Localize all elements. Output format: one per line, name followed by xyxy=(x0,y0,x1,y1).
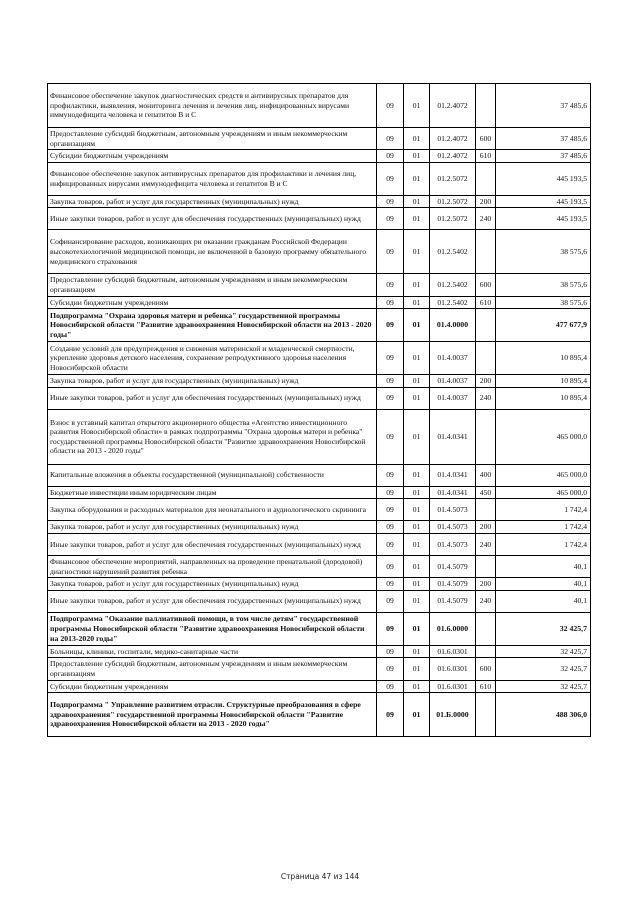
budget-table xyxy=(47,83,591,737)
row-expense-type xyxy=(476,612,496,645)
row-subsection: 01 xyxy=(404,578,430,591)
row-subsection: 01 xyxy=(404,296,430,309)
row-expense-type: 200 xyxy=(476,195,496,208)
row-chapter: 09 xyxy=(377,499,404,521)
row-expense-type: 200 xyxy=(476,578,496,591)
row-amount: 38 575,6 xyxy=(496,230,591,274)
row-amount: 488 306,0 xyxy=(496,693,591,737)
row-subsection: 01 xyxy=(404,195,430,208)
row-subsection: 01 xyxy=(404,208,430,230)
row-amount: 10 895,4 xyxy=(496,375,591,388)
row-expense-type: 200 xyxy=(476,375,496,388)
table-row xyxy=(48,162,591,195)
row-chapter: 09 xyxy=(377,296,404,309)
row-target-code: 01.4.0341 xyxy=(430,409,476,464)
table-row xyxy=(48,150,591,163)
table-row xyxy=(48,533,591,555)
row-amount: 32 425,7 xyxy=(496,658,591,680)
row-name: Подпрограмма "Охрана здоровья матери и ребенка" государственной программы Новосибирской области "Развитие здравоохранения Новосибирской области на 2013 - 2020 годы" xyxy=(48,309,377,342)
row-expense-type xyxy=(476,555,496,577)
table-row xyxy=(48,486,591,499)
row-amount: 10 895,4 xyxy=(496,387,591,409)
row-amount: 32 425,7 xyxy=(496,645,591,658)
row-name: Закупка товаров, работ и услуг для государственных (муниципальных) нужд xyxy=(48,375,377,388)
row-target-code: 01.2.5072 xyxy=(430,162,476,195)
row-chapter: 09 xyxy=(377,590,404,612)
row-amount: 38 575,6 xyxy=(496,296,591,309)
row-chapter: 09 xyxy=(377,230,404,274)
row-amount: 1 742,4 xyxy=(496,521,591,534)
table-row xyxy=(48,375,591,388)
row-expense-type: 240 xyxy=(476,590,496,612)
row-name: Закупка товаров, работ и услуг для государственных (муниципальных) нужд xyxy=(48,578,377,591)
row-chapter: 09 xyxy=(377,486,404,499)
row-name: Взнос в уставный капитал открытого акционерного общества «Агентство инвестиционного развития Новосибирской области» в рамках подпрограммы "Охрана здоровья матери и ребенка" государственной программы Новосибирской области "Развитие здравоохранения Новосибирской области на 2013 - 2020 годы" xyxy=(48,409,377,464)
row-target-code: 01.4.0341 xyxy=(430,486,476,499)
row-target-code: 01.6.0301 xyxy=(430,645,476,658)
table-row xyxy=(48,590,591,612)
table-row xyxy=(48,521,591,534)
row-expense-type xyxy=(476,645,496,658)
row-target-code: 01.2.4072 xyxy=(430,150,476,163)
row-subsection: 01 xyxy=(404,521,430,534)
row-subsection: 01 xyxy=(404,128,430,150)
row-amount: 445 193,5 xyxy=(496,162,591,195)
row-chapter: 09 xyxy=(377,84,404,128)
table-row xyxy=(48,195,591,208)
row-name: Финансовое обеспечение закупок антивирусных препаратов для профилактики и лечения лиц, инфицированных вирусами иммунодефицита человека и гепатитов В и С xyxy=(48,162,377,195)
row-subsection: 01 xyxy=(404,387,430,409)
row-target-code: 01.2.5402 xyxy=(430,296,476,309)
row-amount: 1 742,4 xyxy=(496,499,591,521)
row-target-code: 01.4.0037 xyxy=(430,375,476,388)
table-row xyxy=(48,612,591,645)
row-name: Финансовое обеспечение мероприятий, направленных на проведение пренатальной (дородовой) диагностики нарушений развития ребенка xyxy=(48,555,377,577)
row-expense-type xyxy=(476,499,496,521)
row-amount: 465 000,0 xyxy=(496,464,591,486)
row-target-code: 01.6.0301 xyxy=(430,680,476,693)
row-expense-type: 610 xyxy=(476,296,496,309)
row-amount: 40,1 xyxy=(496,590,591,612)
row-subsection: 01 xyxy=(404,680,430,693)
row-expense-type: 600 xyxy=(476,658,496,680)
row-name: Подпрограмма " Управление развитием отрасли. Структурные преобразования в сфере здравоохранения" государственной программы Новосибирской области "Развитие здравоохранения Новосибирской области на 2013 - 2020 годы" xyxy=(48,693,377,737)
row-target-code: 01.4.5073 xyxy=(430,499,476,521)
row-chapter: 09 xyxy=(377,693,404,737)
row-target-code: 01.2.5072 xyxy=(430,195,476,208)
row-target-code: 01.2.5402 xyxy=(430,274,476,296)
row-expense-type xyxy=(476,162,496,195)
row-amount: 477 677,9 xyxy=(496,309,591,342)
row-subsection: 01 xyxy=(404,499,430,521)
row-name: Капитальные вложения в объекты государственной (муниципальной) собственности xyxy=(48,464,377,486)
row-chapter: 09 xyxy=(377,555,404,577)
row-name: Субсидии бюджетным учреждениям xyxy=(48,680,377,693)
row-subsection: 01 xyxy=(404,555,430,577)
row-chapter: 09 xyxy=(377,387,404,409)
row-subsection: 01 xyxy=(404,464,430,486)
table-row xyxy=(48,84,591,128)
row-target-code: 01.4.0037 xyxy=(430,387,476,409)
row-subsection: 01 xyxy=(404,533,430,555)
row-name: Предоставление субсидий бюджетным, автономным учреждениям и иным некоммерческим организациям xyxy=(48,274,377,296)
row-target-code: 01.2.4072 xyxy=(430,128,476,150)
table-row xyxy=(48,680,591,693)
row-amount: 37 485,6 xyxy=(496,128,591,150)
table-row xyxy=(48,658,591,680)
row-expense-type xyxy=(476,309,496,342)
row-expense-type xyxy=(476,693,496,737)
row-expense-type: 600 xyxy=(476,274,496,296)
table-row xyxy=(48,555,591,577)
row-name: Подпрограмма "Оказание паллиативной помощи, в том числе детям" государственной программы Новосибирской области "Развитие здравоохранения Новосибирской области на 2013-2020 годы" xyxy=(48,612,377,645)
row-chapter: 09 xyxy=(377,464,404,486)
row-subsection: 01 xyxy=(404,150,430,163)
row-target-code: 01.2.5402 xyxy=(430,230,476,274)
row-target-code: 01.2.5072 xyxy=(430,208,476,230)
row-expense-type: 610 xyxy=(476,150,496,163)
row-target-code: 01.4.0000 xyxy=(430,309,476,342)
page-footer xyxy=(0,872,640,881)
table-row xyxy=(48,309,591,342)
row-name: Больницы, клиники, госпитали, медико-санитарные части xyxy=(48,645,377,658)
row-name: Бюджетные инвестиции иным юридическим лицам xyxy=(48,486,377,499)
row-amount: 465 000,0 xyxy=(496,486,591,499)
row-subsection: 01 xyxy=(404,590,430,612)
row-target-code: 01.4.0037 xyxy=(430,342,476,375)
row-expense-type: 450 xyxy=(476,486,496,499)
row-subsection: 01 xyxy=(404,230,430,274)
row-subsection: 01 xyxy=(404,309,430,342)
row-target-code: 01.4.5079 xyxy=(430,555,476,577)
row-amount: 37 485,6 xyxy=(496,84,591,128)
row-expense-type: 240 xyxy=(476,533,496,555)
row-expense-type: 200 xyxy=(476,521,496,534)
row-name: Иные закупки товаров, работ и услуг для обеспечения государственных (муниципальных) нужд xyxy=(48,387,377,409)
row-amount: 38 575,6 xyxy=(496,274,591,296)
row-name: Создание условий для предупреждения и снижения материнской и младенческой смертности, укрепление здоровья детского населения, сохранение репродуктивного здоровья населения Новосибирской области xyxy=(48,342,377,375)
row-expense-type: 610 xyxy=(476,680,496,693)
row-name: Предоставление субсидий бюджетным, автономным учреждениям и иным некоммерческим организациям xyxy=(48,658,377,680)
row-target-code: 01.4.5079 xyxy=(430,590,476,612)
table-row xyxy=(48,693,591,737)
table-row xyxy=(48,208,591,230)
row-expense-type: 240 xyxy=(476,208,496,230)
row-expense-type xyxy=(476,409,496,464)
row-subsection: 01 xyxy=(404,658,430,680)
row-amount: 465 000,0 xyxy=(496,409,591,464)
row-name: Иные закупки товаров, работ и услуг для обеспечения государственных (муниципальных) нужд xyxy=(48,533,377,555)
row-amount: 1 742,4 xyxy=(496,533,591,555)
row-amount: 32 425,7 xyxy=(496,680,591,693)
row-name: Финансовое обеспечение закупок диагностических средств и антивирусных препаратов для профилактики, выявления, мониторинга лечения и лечения лиц, инфицированных вирусами иммунодефицита человека и гепатитов В и С xyxy=(48,84,377,128)
row-chapter: 09 xyxy=(377,195,404,208)
row-chapter: 09 xyxy=(377,274,404,296)
row-chapter: 09 xyxy=(377,578,404,591)
page-number-label: Страница 47 из 144 xyxy=(280,872,360,881)
row-subsection: 01 xyxy=(404,162,430,195)
row-chapter: 09 xyxy=(377,533,404,555)
row-target-code: 01.4.0341 xyxy=(430,464,476,486)
table-row xyxy=(48,342,591,375)
row-name: Предоставление субсидий бюджетным, автономным учреждениям и иным некоммерческим организациям xyxy=(48,128,377,150)
row-chapter: 09 xyxy=(377,342,404,375)
row-chapter: 09 xyxy=(377,208,404,230)
row-name: Закупка товаров, работ и услуг для государственных (муниципальных) нужд xyxy=(48,195,377,208)
row-name: Субсидии бюджетным учреждениям xyxy=(48,150,377,163)
row-amount: 40,1 xyxy=(496,578,591,591)
row-subsection: 01 xyxy=(404,375,430,388)
row-subsection: 01 xyxy=(404,486,430,499)
table-row xyxy=(48,645,591,658)
row-subsection: 01 xyxy=(404,409,430,464)
row-target-code: 01.6.0301 xyxy=(430,658,476,680)
row-chapter: 09 xyxy=(377,309,404,342)
row-expense-type xyxy=(476,84,496,128)
row-chapter: 09 xyxy=(377,409,404,464)
table-row xyxy=(48,464,591,486)
table-row xyxy=(48,128,591,150)
row-amount: 32 425,7 xyxy=(496,612,591,645)
row-target-code: 01.4.5073 xyxy=(430,521,476,534)
row-chapter: 09 xyxy=(377,645,404,658)
row-chapter: 09 xyxy=(377,612,404,645)
row-subsection: 01 xyxy=(404,645,430,658)
row-expense-type xyxy=(476,342,496,375)
table-row xyxy=(48,296,591,309)
table-row xyxy=(48,499,591,521)
row-chapter: 09 xyxy=(377,162,404,195)
row-expense-type: 600 xyxy=(476,128,496,150)
row-chapter: 09 xyxy=(377,150,404,163)
row-chapter: 09 xyxy=(377,521,404,534)
row-amount: 445 193,5 xyxy=(496,195,591,208)
row-chapter: 09 xyxy=(377,128,404,150)
row-amount: 40,1 xyxy=(496,555,591,577)
row-name: Софинансирование расходов, возникающих ри оказании гражданам Российской Федерации высокотехнологичной медицинской помощи, не включенной в базовую программу обязательного медицинского страхования xyxy=(48,230,377,274)
row-target-code: 01.6.0000 xyxy=(430,612,476,645)
row-subsection: 01 xyxy=(404,84,430,128)
row-amount: 10 895,4 xyxy=(496,342,591,375)
budget-table-body xyxy=(48,84,591,737)
row-chapter: 09 xyxy=(377,375,404,388)
table-row xyxy=(48,387,591,409)
row-subsection: 01 xyxy=(404,693,430,737)
row-target-code: 01.4.5079 xyxy=(430,578,476,591)
row-name: Иные закупки товаров, работ и услуг для обеспечения государственных (муниципальных) нужд xyxy=(48,208,377,230)
row-amount: 37 485,6 xyxy=(496,150,591,163)
row-name: Закупка товаров, работ и услуг для государственных (муниципальных) нужд xyxy=(48,521,377,534)
table-row xyxy=(48,578,591,591)
row-subsection: 01 xyxy=(404,342,430,375)
row-expense-type: 400 xyxy=(476,464,496,486)
row-target-code: 01.2.4072 xyxy=(430,84,476,128)
row-chapter: 09 xyxy=(377,658,404,680)
row-expense-type xyxy=(476,230,496,274)
row-expense-type: 240 xyxy=(476,387,496,409)
row-target-code: 01.4.5073 xyxy=(430,533,476,555)
table-row xyxy=(48,230,591,274)
row-subsection: 01 xyxy=(404,612,430,645)
table-row xyxy=(48,274,591,296)
row-name: Иные закупки товаров, работ и услуг для обеспечения государственных (муниципальных) нужд xyxy=(48,590,377,612)
table-row xyxy=(48,409,591,464)
row-amount: 445 193,5 xyxy=(496,208,591,230)
row-name: Субсидии бюджетным учреждениям xyxy=(48,296,377,309)
row-subsection: 01 xyxy=(404,274,430,296)
row-name: Закупка оборудования и расходных материалов для неонатального и аудиологического скрининга xyxy=(48,499,377,521)
row-target-code: 01.Б.0000 xyxy=(430,693,476,737)
row-chapter: 09 xyxy=(377,680,404,693)
